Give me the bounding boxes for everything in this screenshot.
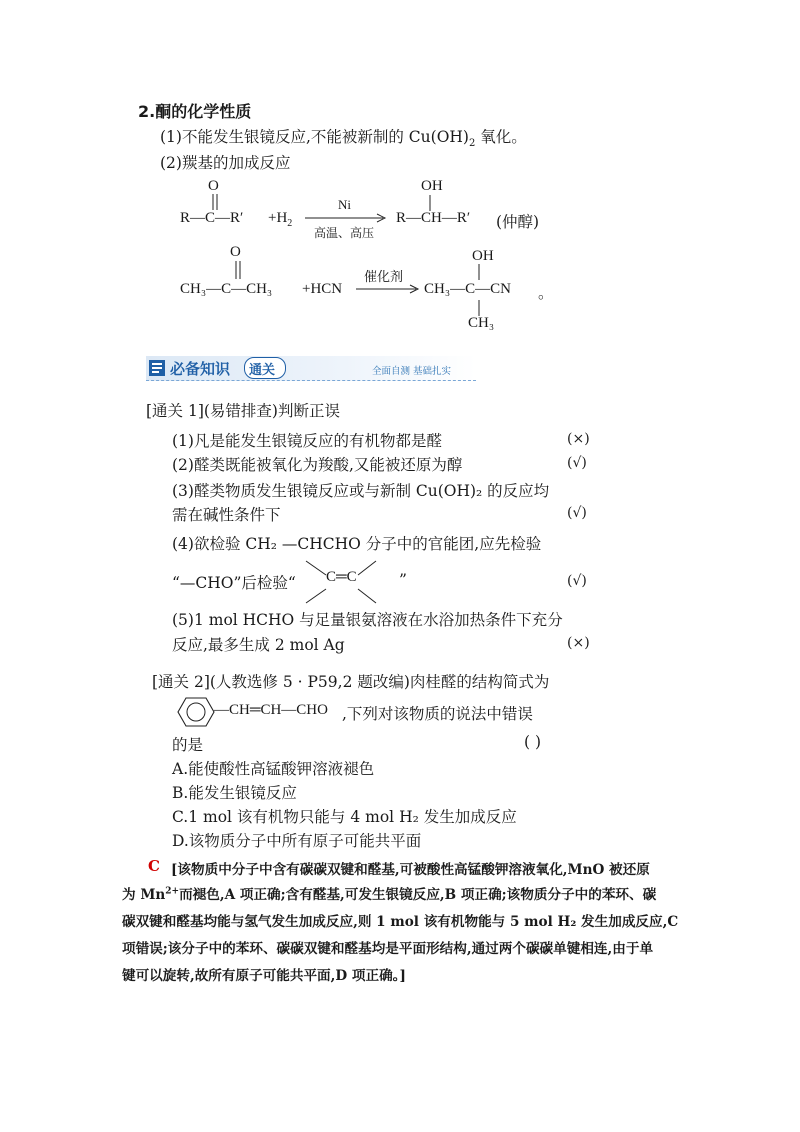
section-banner [146,356,476,381]
banner-badge-text: 通关 [249,363,276,378]
r1-conditions: 高温、高压 [314,226,375,240]
r1-product: R—CH—R′ [396,210,471,226]
r2-arrow-icon [356,283,420,295]
banner-label: 必备知识 [170,360,231,378]
r1-double-bond-icon [205,192,225,212]
answer-line2-a: 为 Mn [122,887,166,903]
pass1-mark: (√) [567,573,587,589]
r1-h2-sub: 2 [287,218,293,229]
pass1-item: (2)醛类既能被氧化为羧酸,又能被还原为醇 [172,456,463,474]
ketone-property-2: (2)羰基的加成反应 [160,154,291,172]
banner-badge [244,357,286,379]
option: B.能发生银镜反应 [172,784,297,802]
book-icon [148,359,166,377]
r2-period: 。 [538,284,554,302]
answer-line: 项错误;该分子中的苯环、碳碳双键和醛基均是平面形结构,通过两个碳碳单键相连,由于单 [122,941,654,957]
pass1-item: 需在碱性条件下 [172,506,281,524]
r2-ch3: CH₃ [468,315,495,331]
pass1-mark: (√) [567,455,587,471]
r1-reactant: R—C—R′ [180,210,244,226]
pass1-item: (5)1 mol HCHO 与足量银氨溶液在水浴加热条件下充分 [172,611,563,629]
answer-line [122,883,656,903]
answer-letter: C [148,857,160,875]
pass2-header: [通关 2](人教选修 5 · P59,2 题改编)肉桂醛的结构简式为 [152,673,550,691]
r1-catalyst: Ni [338,197,351,212]
pass1-mark: (×) [567,635,590,651]
item1-sub: 2 [468,138,476,150]
section-title: 2.酮的化学性质 [138,102,252,121]
pass1-item: (1)凡是能发生银镜反应的有机物都是醛 [172,432,442,450]
r1-oh: OH [421,178,443,194]
answer-line: 键可以旋转,故所有原子可能共平面,D 项正确。] [122,968,406,984]
pass2-line3: 的是 [172,736,204,754]
r2-double-bond-icon [228,259,248,281]
r2-oh: OH [472,248,494,264]
option: C.1 mol 该有机物只能与 4 mol H₂ 发生加成反应 [172,808,517,826]
answer-blank: ( ) [524,733,542,751]
pass1-mark: (×) [567,431,590,447]
answer-line2-sup: 2+ [165,886,180,897]
cc-double-bond: C═C [326,569,357,585]
r1-note: (仲醇) [496,213,540,231]
r2-reactant: CH₃—C—CH₃ [180,281,273,297]
r1-arrow-icon [305,212,387,224]
r2-plus-hcn: +HCN [302,281,343,297]
pass1-item: (4)欲检验 CH₂ —CHCHO 分子中的官能团,应先检验 [172,535,542,553]
pass1-item: 反应,最多生成 2 mol Ag [172,636,345,654]
r2-oxygen: O [230,244,241,260]
cinnamaldehyde-chain: —CH═CH—CHO [214,702,328,718]
benzene-ring-icon [176,694,216,730]
item1-text: (1)不能发生银镜反应,不能被新制的 Cu(OH) [160,128,469,146]
option: D.该物质分子中所有原子可能共平面 [172,832,422,850]
ketone-property-1 [160,125,527,149]
close-quote: ” [399,571,407,589]
option: A.能使酸性高锰酸钾溶液褪色 [172,760,375,778]
pass1-item: “—CHO”后检验“ [172,574,296,592]
answer-line: [该物质中分子中含有碳碳双键和醛基,可被酸性高锰酸钾溶液氧化,MnO 被还原 [171,862,650,878]
pass1-mark: (√) [567,505,587,521]
r2-product: CH₃—C—CN [424,281,511,297]
pass1-header: [通关 1](易错排查)判断正误 [146,402,340,420]
pass1-item: (3)醛类物质发生银镜反应或与新制 Cu(OH)₂ 的反应均 [172,482,550,500]
r1-plus-text: +H [268,210,288,226]
item1-suffix: 氧化。 [475,128,527,146]
answer-line: 碳双键和醛基均能与氢气发生加成反应,则 1 mol 该有机物能与 5 mol H₂ 发生加成反应,C [122,914,679,930]
pass2-struct-tail: ,下列对该物质的说法中错误 [342,705,533,723]
r1-plus-h [268,210,292,229]
r2-catalyst: 催化剂 [364,270,404,285]
answer-line2-b: 而褪色,A 项正确;含有醛基,可发生银镜反应,B 项正确;该物质分子中的苯环、碳 [179,887,657,903]
banner-sub: 全面自测 基础扎实 [372,366,452,377]
r1-oxygen: O [208,178,219,194]
